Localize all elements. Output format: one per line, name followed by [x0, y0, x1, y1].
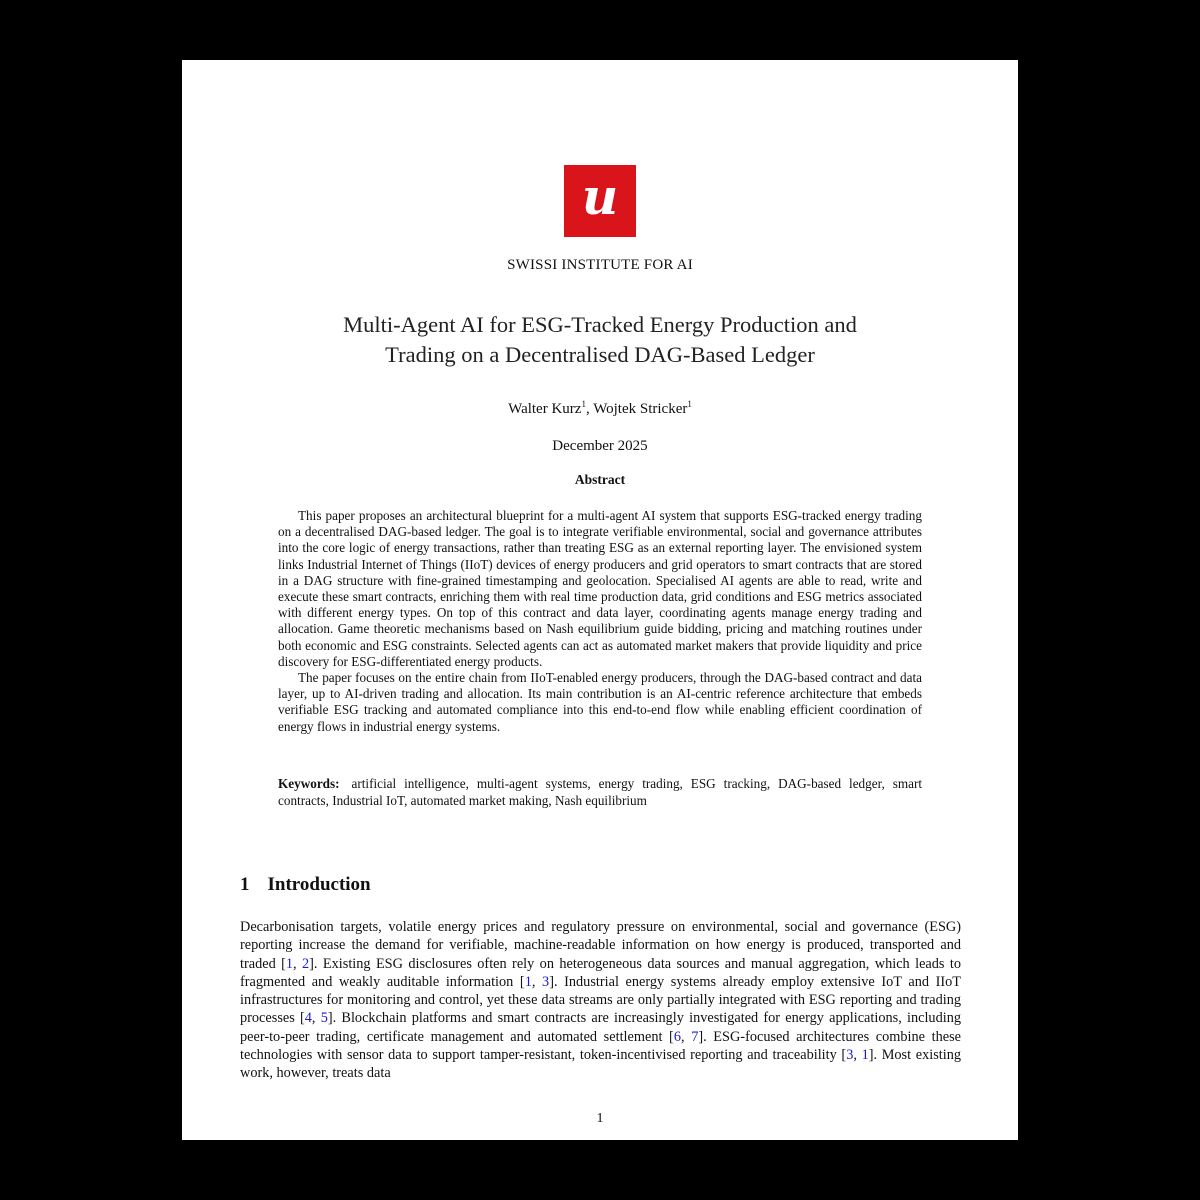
institute-logo: [564, 165, 636, 237]
abstract-heading: Abstract: [574, 472, 626, 487]
citation-link[interactable]: 1: [285, 955, 294, 972]
abstract-body: [278, 508, 922, 735]
affiliation-mark: 1: [581, 399, 586, 409]
title-line-1: Multi-Agent AI for ESG-Tracked Energy Production and: [343, 312, 857, 337]
abstract-paragraph: The paper focuses on the entire chain from IIoT-enabled energy producers, through the DAG-based contract and data layer, up to AI-driven trading and allocation. Its main contribution is an AI-centric reference architecture that embeds verifiable ESG tracking and automated compliance into this end-to-end flow while enabling efficient coordination of energy flows in industrial energy systems.: [278, 670, 922, 734]
citation-link[interactable]: 4: [304, 1010, 312, 1027]
paper-title: [0, 310, 1200, 370]
citation-link[interactable]: 3: [846, 1047, 854, 1064]
affiliation-mark: 1: [687, 399, 692, 409]
title-line-2: Trading on a Decentralised DAG-Based Ledger: [385, 342, 815, 367]
authors: [0, 401, 1200, 418]
author-name: Walter Kurz: [508, 401, 582, 417]
author-name: Wojtek Stricker: [593, 401, 688, 417]
citation-link[interactable]: 6: [673, 1028, 681, 1045]
logo-letter: u: [581, 167, 619, 226]
citation-link[interactable]: 3: [542, 973, 550, 990]
introduction-body: [240, 918, 961, 1083]
citation-link[interactable]: 2: [302, 955, 310, 972]
institute-name: SWISSI INSTITUTE FOR AI: [507, 257, 693, 273]
page-number: 1: [596, 1111, 604, 1126]
section-number: 1: [240, 874, 250, 895]
introduction-paragraph: Decarbonisation targets, volatile energy prices and regulatory pressure on environmental, social and governance (ESG) reporting increase the demand for verifiable, machine-readable information on how energy is produced, transported and traded [1, 2]. Existing ESG disclosures often rely on heterogeneous data sources and manual aggregation, which leads to fragmented and weakly auditable information [1, 3]. Industrial energy systems already employ extensive IoT and IIoT infrastructures for monitoring and control, yet these data streams are only partially integrated with ESG reporting and trading processes [4, 5]. Blockchain platforms and smart contracts are increasingly investigated for energy applications, including peer-to-peer trading, certificate management and automated settlement [6, 7]. ESG-focused architectures combine these technologies with sensor data to support tamper-resistant, token-incentivised reporting and traceability [3, 1]. Most existing work, however, treats data: [240, 919, 962, 1082]
keywords-text: artificial intelligence, multi-agent systems, energy trading, ESG tracking, DAG-based ledger, smart contracts, Industrial IoT, automated market making, Nash equilibrium: [278, 776, 923, 808]
publication-date: December 2025: [552, 438, 648, 454]
citation-link[interactable]: 1: [861, 1047, 869, 1064]
citation-link[interactable]: 7: [691, 1028, 699, 1045]
keywords-label: Keywords:: [278, 776, 340, 791]
citation-link[interactable]: 5: [320, 1010, 328, 1027]
section-title: Introduction: [267, 874, 371, 895]
citation-link[interactable]: 1: [524, 973, 532, 990]
abstract-paragraph: This paper proposes an architectural blueprint for a multi-agent AI system that supports ESG-tracked energy trading on a decentralised DAG-based ledger. The goal is to integrate verifiable environmental, social and governance attributes into the core logic of energy transactions, rather than treating ESG as an external reporting layer. The envisioned system links Industrial Internet of Things (IIoT) devices of energy producers and grid operators to smart contracts that are stored in a DAG structure with fine-grained timestamping and geolocation. Specialised AI agents are able to read, write and execute these smart contracts, enriching them with real time production data, grid conditions and ESG metrics associated with different energy types. On top of this contract and data layer, coordinating agents manage energy trading and allocation. Game theoretic mechanisms based on Nash equilibrium guide bidding, pricing and matching routines under both economic and ESG constraints. Selected agents can act as automated market makers that provide liquidity and price discovery for ESG-differentiated energy products.: [278, 508, 922, 669]
keywords: [278, 776, 922, 809]
section-heading: [240, 874, 371, 896]
author-separator: ,: [585, 401, 594, 417]
